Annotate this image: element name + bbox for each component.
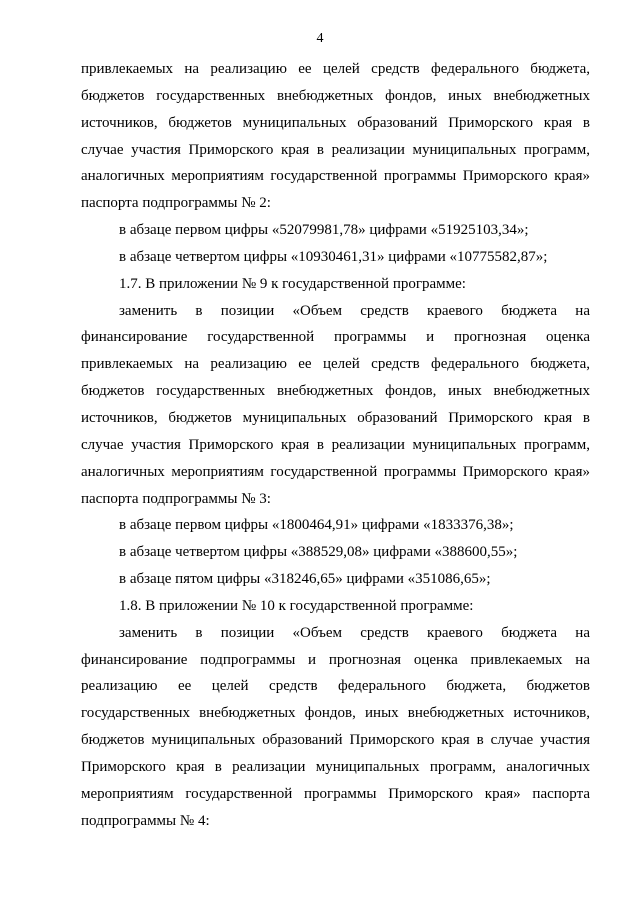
text-line: заменить в позиции «Объем средств краевого бюджета на (119, 624, 590, 641)
text-line: источников, бюджетов муниципальных образований Приморского края в (81, 114, 590, 131)
text-line: паспорта подпрограммы № 3: (81, 490, 271, 507)
text-line: мероприятиям государственной программы Приморского края» паспорта (81, 785, 590, 802)
text-line: привлекаемых на реализацию ее целей средств федерального бюджета, (81, 356, 590, 373)
text-line: 1.8. В приложении № 10 к государственной программе: (119, 597, 474, 614)
text-line: Приморского края в реализации муниципальных программ, аналогичных (81, 758, 590, 775)
text-line: аналогичных мероприятиям государственной программы Приморского края» (81, 463, 590, 480)
text-line: 1.7. В приложении № 9 к государственной программе: (119, 275, 466, 292)
text-line: заменить в позиции «Объем средств краевого бюджета на (119, 302, 590, 319)
text-line: аналогичных мероприятиям государственной программы Приморского края» (81, 168, 590, 185)
text-line: в абзаце первом цифры «52079981,78» цифрами «51925103,34»; (119, 222, 529, 239)
text-line: бюджетов государственных внебюджетных фондов, иных внебюджетных (81, 87, 590, 104)
text-line: случае участия Приморского края в реализации муниципальных программ, (81, 141, 590, 158)
text-line: паспорта подпрограммы № 2: (81, 195, 271, 212)
text-line: финансирование государственной программы и прогнозная оценка (81, 329, 590, 346)
text-line: в абзаце первом цифры «1800464,91» цифрами «1833376,38»; (119, 517, 514, 534)
text-line: подпрограммы № 4: (81, 812, 210, 829)
text-line: случае участия Приморского края в реализации муниципальных программ, (81, 436, 590, 453)
text-line: государственных внебюджетных фондов, иных внебюджетных источников, (81, 705, 590, 722)
text-line: финансирование подпрограммы и прогнозная оценка привлекаемых на (81, 651, 590, 668)
document-body (81, 56, 590, 834)
text-line: бюджетов государственных внебюджетных фондов, иных внебюджетных (81, 383, 590, 400)
text-line: в абзаце четвертом цифры «388529,08» цифрами «388600,55»; (119, 544, 518, 561)
text-line: в абзаце пятом цифры «318246,65» цифрами «351086,65»; (119, 571, 491, 588)
text-line: в абзаце четвертом цифры «10930461,31» цифрами «10775582,87»; (119, 248, 548, 265)
text-line: источников, бюджетов муниципальных образований Приморского края в (81, 409, 590, 426)
text-line: привлекаемых на реализацию ее целей средств федерального бюджета, (81, 61, 590, 77)
text-line: бюджетов муниципальных образований Приморского края в случае участия (81, 732, 590, 749)
text-line: реализацию ее целей средств федерального бюджета, бюджетов (81, 678, 590, 695)
page-number: 4 (316, 31, 324, 46)
